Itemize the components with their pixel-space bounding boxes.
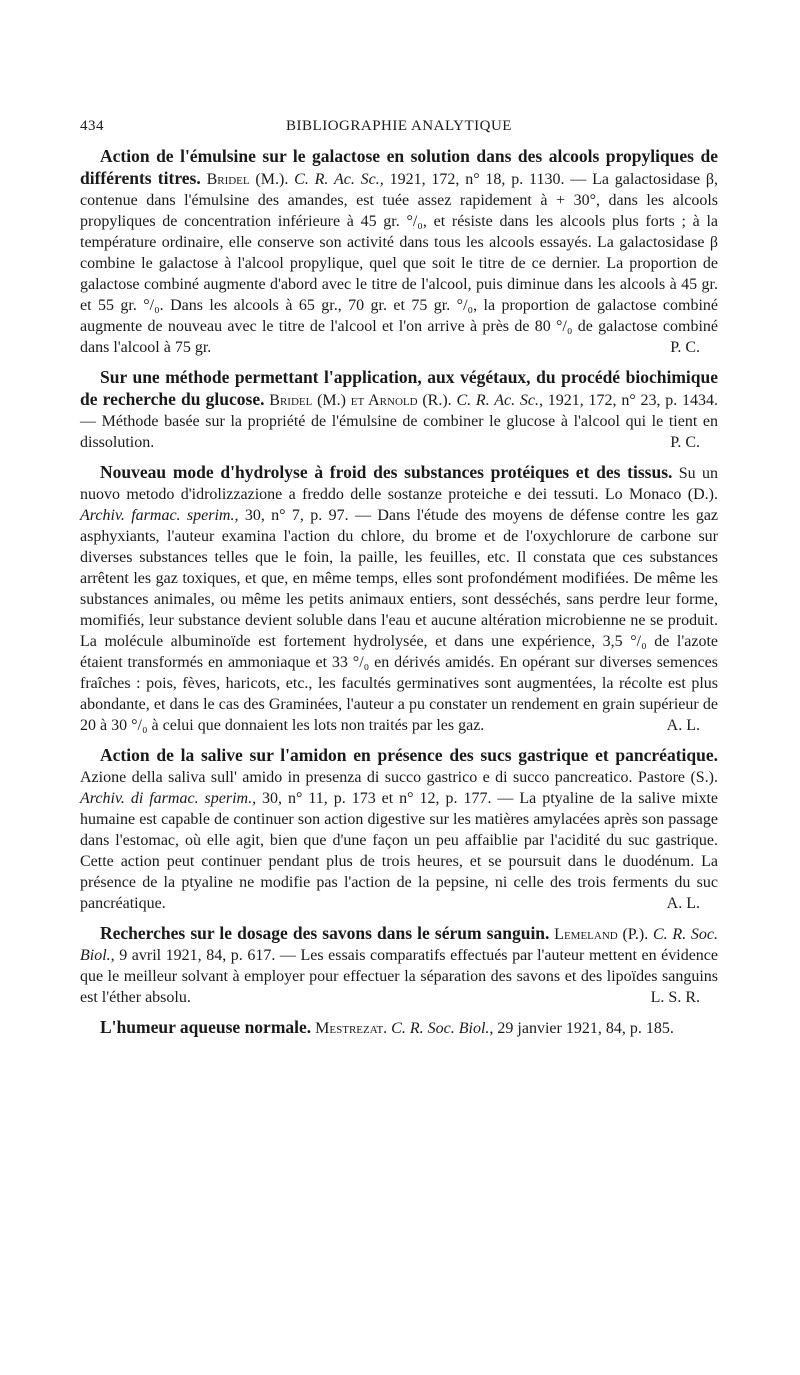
entry-citation: 9 avril 1921, 84, p. 617. — [119, 947, 276, 964]
entry-signature: A. L. — [666, 717, 700, 734]
entry-journal: Archiv. farmac. sperim., — [80, 507, 239, 524]
bibliography-entry — [80, 367, 718, 453]
entry-title: Sur une méthode permettant l'application, aux végétaux, du procédé biochimique de recherche du glucose. — [80, 367, 718, 409]
entry-body: — La galactosidase β, contenue dans l'émulsine des amandes, est tuée assez rapidement à + 30°, dans les alcools propyliques de concentration inférieure à 45 gr. °/₀, et résiste dans les alcools plus forts ; à la température ordinaire, elle conserve son activité dans tous les alcools essayés. La galactosidase β combine le galactose à l'alcool propylique, quel que soit le titre de ce dernier. La proportion de galactose combiné augmente d'abord avec le titre de l'alcool, puis diminue dans les alcools à 45 gr. et 55 gr. °/₀. Dans les alcools à 65 gr., 70 gr. et 75 gr. °/₀, la proportion de galactose combiné augmente de nouveau avec le titre de l'alcool et l'on arrive à près de 80 °/₀ de galactose combiné dans l'alcool à 75 gr. — [80, 171, 719, 356]
entry-journal: C. R. Soc. Biol., — [391, 1020, 494, 1037]
entry-title: Action de l'émulsine sur le galactose en solution dans des alcools propyliques de différents titres. — [80, 146, 718, 188]
entry-body: — La ptyaline de la salive mixte humaine est capable de continuer son action digestive sur les matières amylacées après son passage dans l'estomac, où elle agit, bien que d'une façon un peu affaiblie par l'acidité du suc gastrique. Cette action peut continuer pendant plus de trois heures, et se poursuit dans le duodénum. La présence de la ptyaline ne modifie pas l'action de la pepsine, ni celle des trois ferments du suc pancréatique. — [80, 790, 719, 912]
entry-citation: 1921, 172, n° 23, p. 1434. — [547, 392, 719, 409]
entry-journal: C. R. Ac. Sc., — [294, 171, 384, 188]
entry-authors: Lemeland (P.). — [554, 926, 649, 943]
entry-citation: 29 janvier 1921, 84, p. 185. — [497, 1020, 674, 1037]
entry-title: Action de la salive sur l'amidon en présence des sucs gastrique et pancréatique. — [100, 745, 718, 765]
entry-authors: Azione della saliva sull' amido in presenza di succo gastrico e di succo pancreatico. Pastore (S.). — [80, 769, 718, 786]
bibliography-entry — [80, 1017, 718, 1039]
entry-citation: 30, n° 7, p. 97. — [244, 507, 349, 524]
bibliography-content — [80, 146, 718, 1048]
entry-authors: Bridel (M.) et Arnold (R.). — [269, 392, 452, 409]
entry-title: L'humeur aqueuse normale. — [100, 1017, 312, 1037]
entry-body: — Dans l'étude des moyens de défense contre les gaz asphyxiants, l'auteur examina l'action du chlore, du brome et de l'oxychlorure de carbone sur diverses substances telles que le foin, la paille, les feuilles, etc. Il constata que ces substances arrêtent les gaz toxiques, et que, en même temps, elles sont profondément modifiées. De même les substances animales, ou même les petits animaux entiers, sont desséchés, sans perdre leur forme, momifiés, leur substance devient soluble dans l'eau et aucune altération microbienne ne se produit. La molécule albuminoïde est fortement hydrolysée, et dans une expérience, 3,5 °/₀ de l'azote étaient transformés en ammoniaque et 33 °/₀ en dérivés amidés. En opérant sur diverses semences fraîches : pois, fèves, haricots, etc., les facultés germinatives sont augmentées, la récolte est plus abondante, et dans le cas des Graminées, l'auteur a pu constater un rendement en grain supérieur de 20 à 30 °/₀ à celui que donnaient les lots non traités par les gaz. — [80, 507, 719, 734]
entry-title: Nouveau mode d'hydrolyse à froid des substances protéiques et des tissus. — [100, 462, 673, 482]
entry-signature: A. L. — [666, 895, 700, 912]
entry-authors: Bridel (M.). — [206, 171, 289, 188]
page-header — [80, 118, 718, 138]
entry-signature: P. C. — [670, 434, 700, 451]
entry-title: Recherches sur le dosage des savons dans le sérum sanguin. — [100, 923, 550, 943]
entry-citation: 30, n° 11, p. 173 et n° 12, p. 177. — [262, 790, 492, 807]
entry-journal: C. R. Ac. Sc., — [456, 392, 543, 409]
entry-body: — Méthode basée sur la propriété de l'émulsine de combiner le glucose à l'alcool qui le tient en dissolution. — [80, 413, 718, 451]
entry-journal: C. R. Soc. Biol., — [80, 926, 719, 964]
running-title: BIBLIOGRAPHIE ANALYTIQUE — [286, 118, 512, 134]
bibliography-entry — [80, 462, 718, 736]
bibliography-entry — [80, 745, 718, 914]
page-number: 434 — [80, 118, 104, 134]
entry-authors: Su un nuovo metodo d'idrolizzazione a freddo delle sostanze proteiche e dei tessuti. Lo Monaco (D.). — [80, 465, 718, 503]
entry-body: — Les essais comparatifs effectués par l'auteur mettent en évidence que le meilleur solvant à employer pour effectuer la séparation des savons et des lipoïdes sanguins est l'éther absolu. — [80, 947, 718, 1006]
entry-journal: Archiv. di farmac. sperim., — [80, 790, 257, 807]
bibliography-entry — [80, 146, 718, 358]
entry-citation: 1921, 172, n° 18, p. 1130. — [389, 171, 565, 188]
entry-signature: P. C. — [670, 339, 700, 356]
bibliography-entry — [80, 923, 718, 1008]
entry-authors: Mestrezat. — [315, 1020, 388, 1037]
entry-signature: L. S. R. — [650, 989, 700, 1006]
